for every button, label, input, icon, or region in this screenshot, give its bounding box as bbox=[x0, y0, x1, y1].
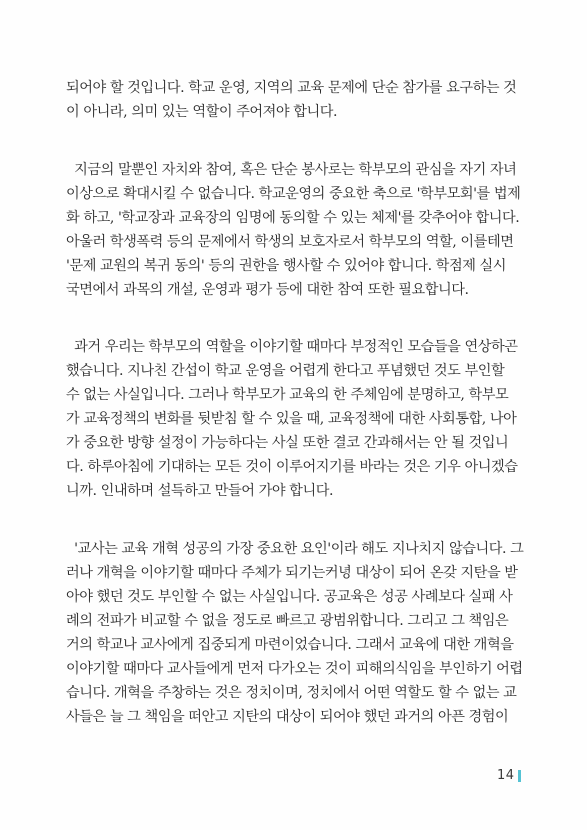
paragraph-2 bbox=[66, 158, 526, 302]
text-line: 례의 전파가 비교할 수 없을 정도로 빠르고 광범위합니다. 그리고 그 책임은 bbox=[66, 613, 509, 629]
text-line: 국면에서 과목의 개설, 운영과 평가 등에 대한 참여 또한 필요합니다. bbox=[66, 282, 469, 298]
text-line: 니까. 인내하며 설득하고 만들어 가야 합니다. bbox=[66, 483, 334, 499]
text-line: 되어야 할 것입니다. 학교 운영, 지역의 교육 문제에 단순 참가를 요구하는 것 bbox=[66, 80, 517, 96]
text-line: 과거 우리는 학부모의 역할을 이야기할 때마다 부정적인 모습들을 연상하곤 bbox=[66, 339, 518, 355]
paragraph-3 bbox=[66, 335, 526, 503]
text-line: 사들은 늘 그 책임을 떠안고 지탄의 대상이 되어야 했던 과거의 아픈 경험이 bbox=[66, 709, 509, 725]
text-line: 다. 하루아침에 기대하는 모든 것이 이루어지기를 바라는 것은 기우 아니겠습 bbox=[66, 459, 518, 475]
text-line: 지금의 말뿐인 자치와 참여, 혹은 단순 봉사로는 학부모의 관심을 자기 자녀 bbox=[66, 162, 517, 178]
text-line: 이 아니라, 의미 있는 역할이 주어져야 합니다. bbox=[66, 104, 338, 120]
text-line: 했습니다. 지나친 간섭이 학교 운영을 어렵게 한다고 푸념했던 것도 부인할 bbox=[66, 363, 505, 379]
page-number-accent-bar bbox=[518, 770, 521, 782]
text-line: 아야 했던 것도 부인할 수 없는 사실입니다. 공교육은 성공 사례보다 실패 사 bbox=[66, 589, 513, 605]
paragraph-4 bbox=[66, 537, 526, 729]
text-line: '문제 교원의 복귀 동의' 등의 권한을 행사할 수 있어야 합니다. 학점제 실시 bbox=[66, 258, 507, 274]
text-line: 이상으로 확대시킬 수 없습니다. 학교운영의 중요한 축으로 '학부모회'를 법제 bbox=[66, 186, 521, 202]
text-line: 러나 개혁을 이야기할 때마다 주체가 되기는커녕 대상이 되어 온갖 지탄을 받 bbox=[66, 565, 518, 581]
text-line: '교사는 교육 개혁 성공의 가장 중요한 요인'이라 해도 지나치지 않습니다. 그 bbox=[66, 541, 524, 557]
paragraph-1 bbox=[66, 76, 526, 124]
text-line: 아울러 학생폭력 등의 문제에서 학생의 보호자로서 학부모의 역할, 이를테면 bbox=[66, 234, 514, 250]
text-line: 화 하고, '학교장과 교육장의 임명에 동의할 수 있는 체제'를 갖추어야 합니다. bbox=[66, 210, 520, 226]
text-line: 수 없는 사실입니다. 그러나 학부모가 교육의 한 주체임에 분명하고, 학부모 bbox=[66, 387, 509, 403]
text-line: 가 교육정책의 변화를 뒷받침 할 수 있을 때, 교육정책에 대한 사회통합, 나아 bbox=[66, 411, 517, 427]
text-line: 이야기할 때마다 교사들에게 먼저 다가오는 것이 피해의식임을 부인하기 어렵 bbox=[66, 661, 523, 677]
page-number: 14 bbox=[497, 768, 515, 783]
text-line: 거의 학교나 교사에게 집중되게 마련이었습니다. 그래서 교육에 대한 개혁을 bbox=[66, 637, 514, 653]
text-line: 습니다. 개혁을 주창하는 것은 정치이며, 정치에서 어떤 역할도 할 수 없는 교 bbox=[66, 685, 517, 701]
text-line: 가 중요한 방향 설정이 가능하다는 사실 또한 결코 간과해서는 안 될 것입니 bbox=[66, 435, 509, 451]
